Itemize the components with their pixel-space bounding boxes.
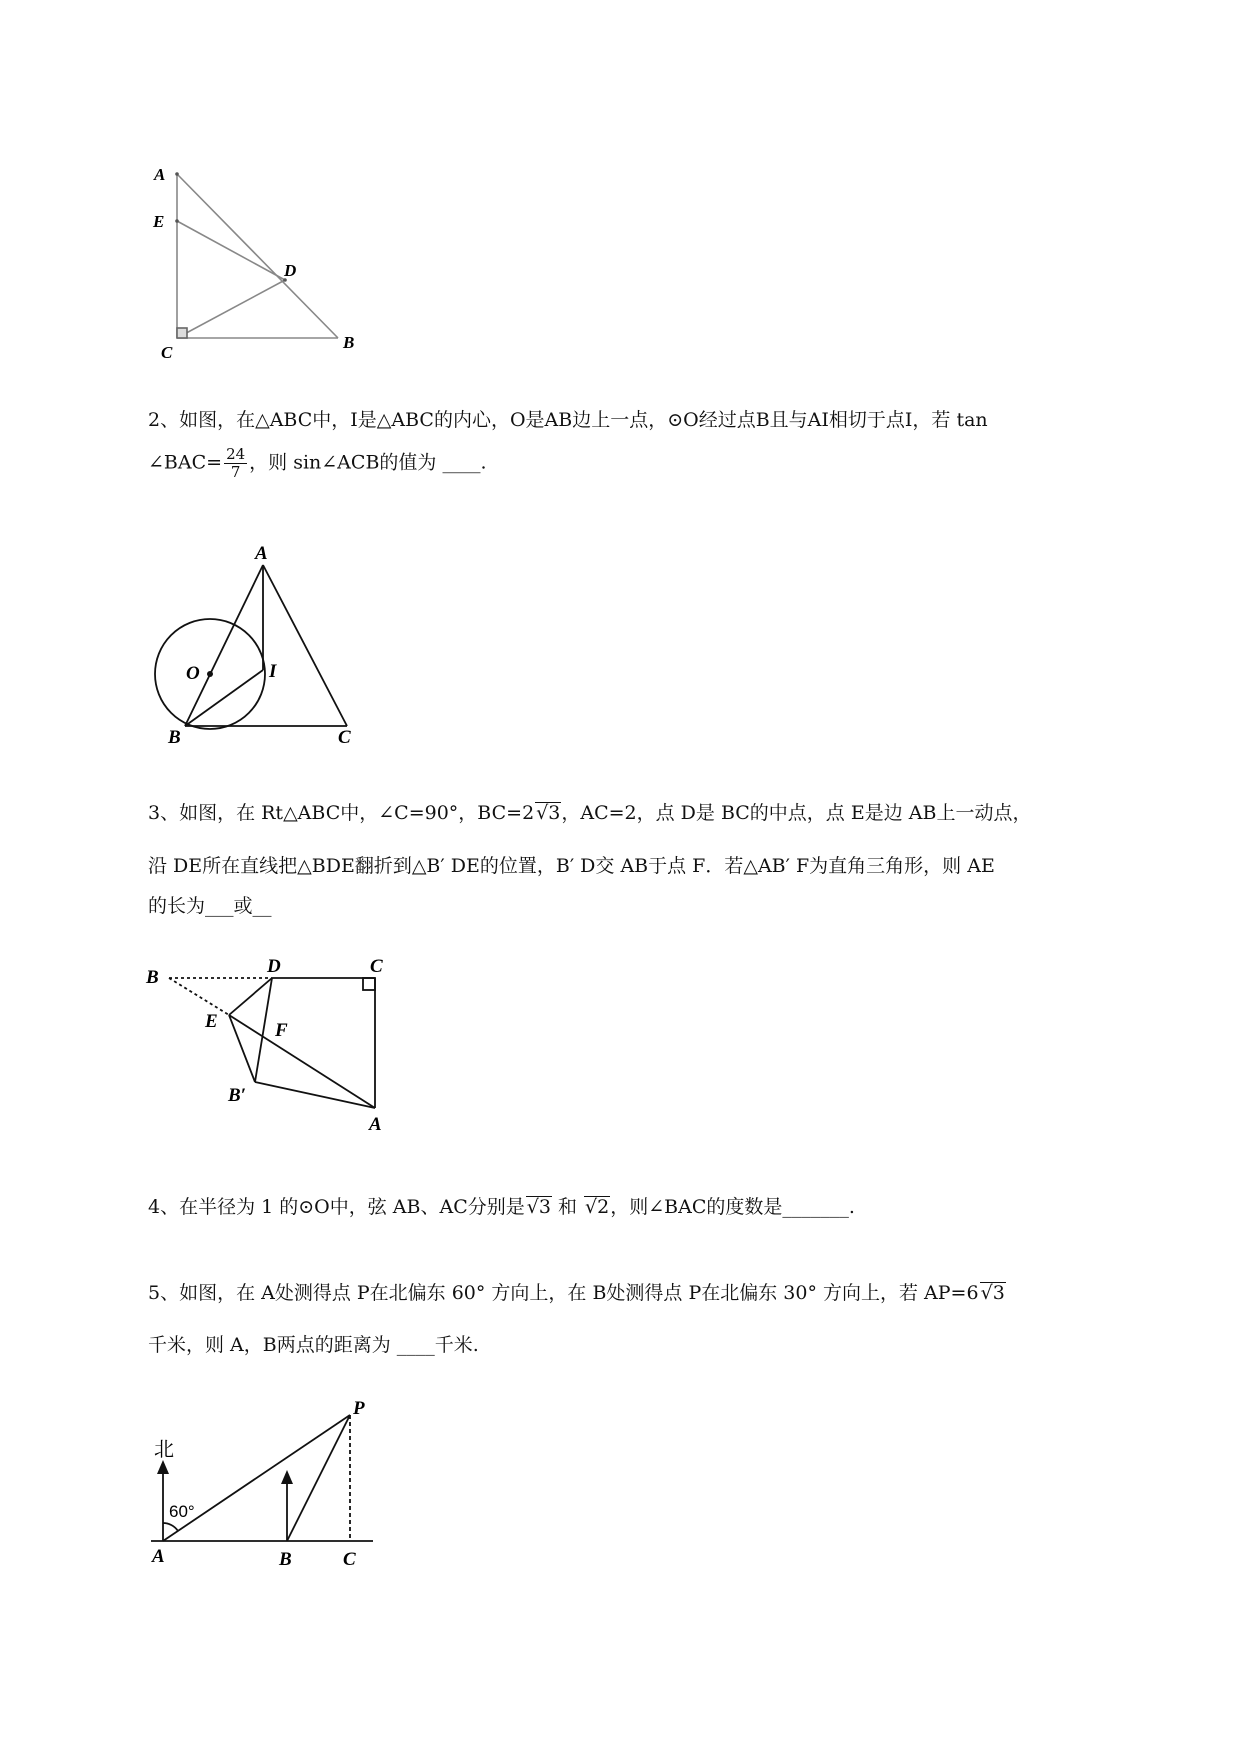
label-C: C — [343, 1549, 356, 1570]
figure-5 — [140, 1398, 400, 1578]
q2-line-1 — [148, 407, 988, 433]
label-A: A — [255, 543, 268, 564]
label-E: E — [153, 212, 165, 231]
q2-text-1: 2、如图，在△ABC中，I是△ABC的内心，O是AB边上一点，⊙O经过点B且与AI相切于点I，若 tan — [148, 409, 988, 431]
label-O: O — [186, 663, 200, 684]
label-P: P — [353, 1398, 365, 1419]
label-B: B — [146, 967, 159, 988]
q4-sqrt-1-value: 3 — [538, 1196, 551, 1218]
q5-line-1 — [148, 1280, 1006, 1306]
figure-3 — [140, 950, 400, 1145]
q4-sqrt-2-value: 2 — [597, 1196, 610, 1218]
q4-sqrt-1: √3 — [526, 1196, 551, 1218]
label-C: C — [338, 727, 351, 748]
figure-1-svg — [140, 160, 370, 370]
q2-fraction-numerator: 24 — [226, 445, 246, 463]
label-B: B — [343, 333, 355, 352]
q3-text-1-pre: 3、如图，在 Rt△ABC中，∠C=90°，BC=2 — [148, 802, 535, 824]
q2-fraction-denominator: 7 — [230, 463, 241, 481]
q4-text-pre: 4、在半径为 1 的⊙O中，弦 AB、AC分别是 — [148, 1196, 525, 1218]
q4-line — [148, 1194, 855, 1220]
q3-sqrt-value: 3 — [548, 802, 561, 824]
q3-line-3 — [148, 893, 272, 919]
figure-3-svg — [140, 950, 400, 1145]
label-A: A — [154, 165, 166, 184]
figure-2-svg — [140, 538, 370, 748]
q2-fraction — [224, 446, 247, 481]
label-A: A — [152, 1546, 165, 1567]
q2-line-2 — [148, 446, 486, 481]
label-C: C — [370, 956, 383, 977]
figure-1 — [140, 160, 370, 370]
label-B-prime: B′ — [228, 1085, 247, 1106]
q4-text-mid: 和 — [551, 1196, 584, 1218]
label-E: E — [205, 1011, 218, 1032]
label-B: B — [168, 727, 181, 748]
label-north: 北 — [154, 1437, 174, 1461]
q3-line-1 — [148, 800, 1031, 826]
q3-sqrt: √3 — [536, 802, 561, 824]
q3-text-3: 的长为___或__ — [148, 895, 272, 917]
q4-text-post: ，则∠BAC的度数是_______. — [610, 1196, 855, 1218]
q5-line-2 — [148, 1332, 479, 1358]
q3-line-2 — [148, 853, 995, 879]
label-angle-60: 60° — [169, 1502, 195, 1521]
q2-text-2-post: ，则 sin∠ACB的值为 ____. — [249, 451, 487, 474]
q5-sqrt: √3 — [980, 1282, 1005, 1304]
q3-text-2: 沿 DE所在直线把△BDE翻折到△B′ DE的位置，B′ D交 AB于点 F．若△AB′ F为直角三角形，则 AE — [148, 855, 995, 877]
label-D: D — [267, 956, 281, 977]
figure-2 — [140, 538, 370, 748]
q5-text-1-pre: 5、如图，在 A处测得点 P在北偏东 60° 方向上，在 B处测得点 P在北偏东 30° 方向上，若 AP=6 — [148, 1282, 979, 1304]
label-A: A — [369, 1114, 382, 1135]
q4-sqrt-2: √2 — [585, 1196, 610, 1218]
q5-text-2: 千米，则 A，B两点的距离为 ____千米. — [148, 1334, 479, 1356]
figure-5-svg — [140, 1398, 400, 1578]
label-F: F — [275, 1020, 288, 1041]
label-C: C — [161, 343, 173, 362]
q2-text-2-pre: ∠BAC= — [148, 451, 223, 474]
q3-text-1-post: ，AC=2，点 D是 BC的中点，点 E是边 AB上一动点， — [561, 802, 1032, 824]
label-I: I — [269, 661, 277, 682]
q5-sqrt-value: 3 — [992, 1282, 1005, 1304]
label-D: D — [284, 261, 297, 280]
label-B: B — [279, 1549, 292, 1570]
